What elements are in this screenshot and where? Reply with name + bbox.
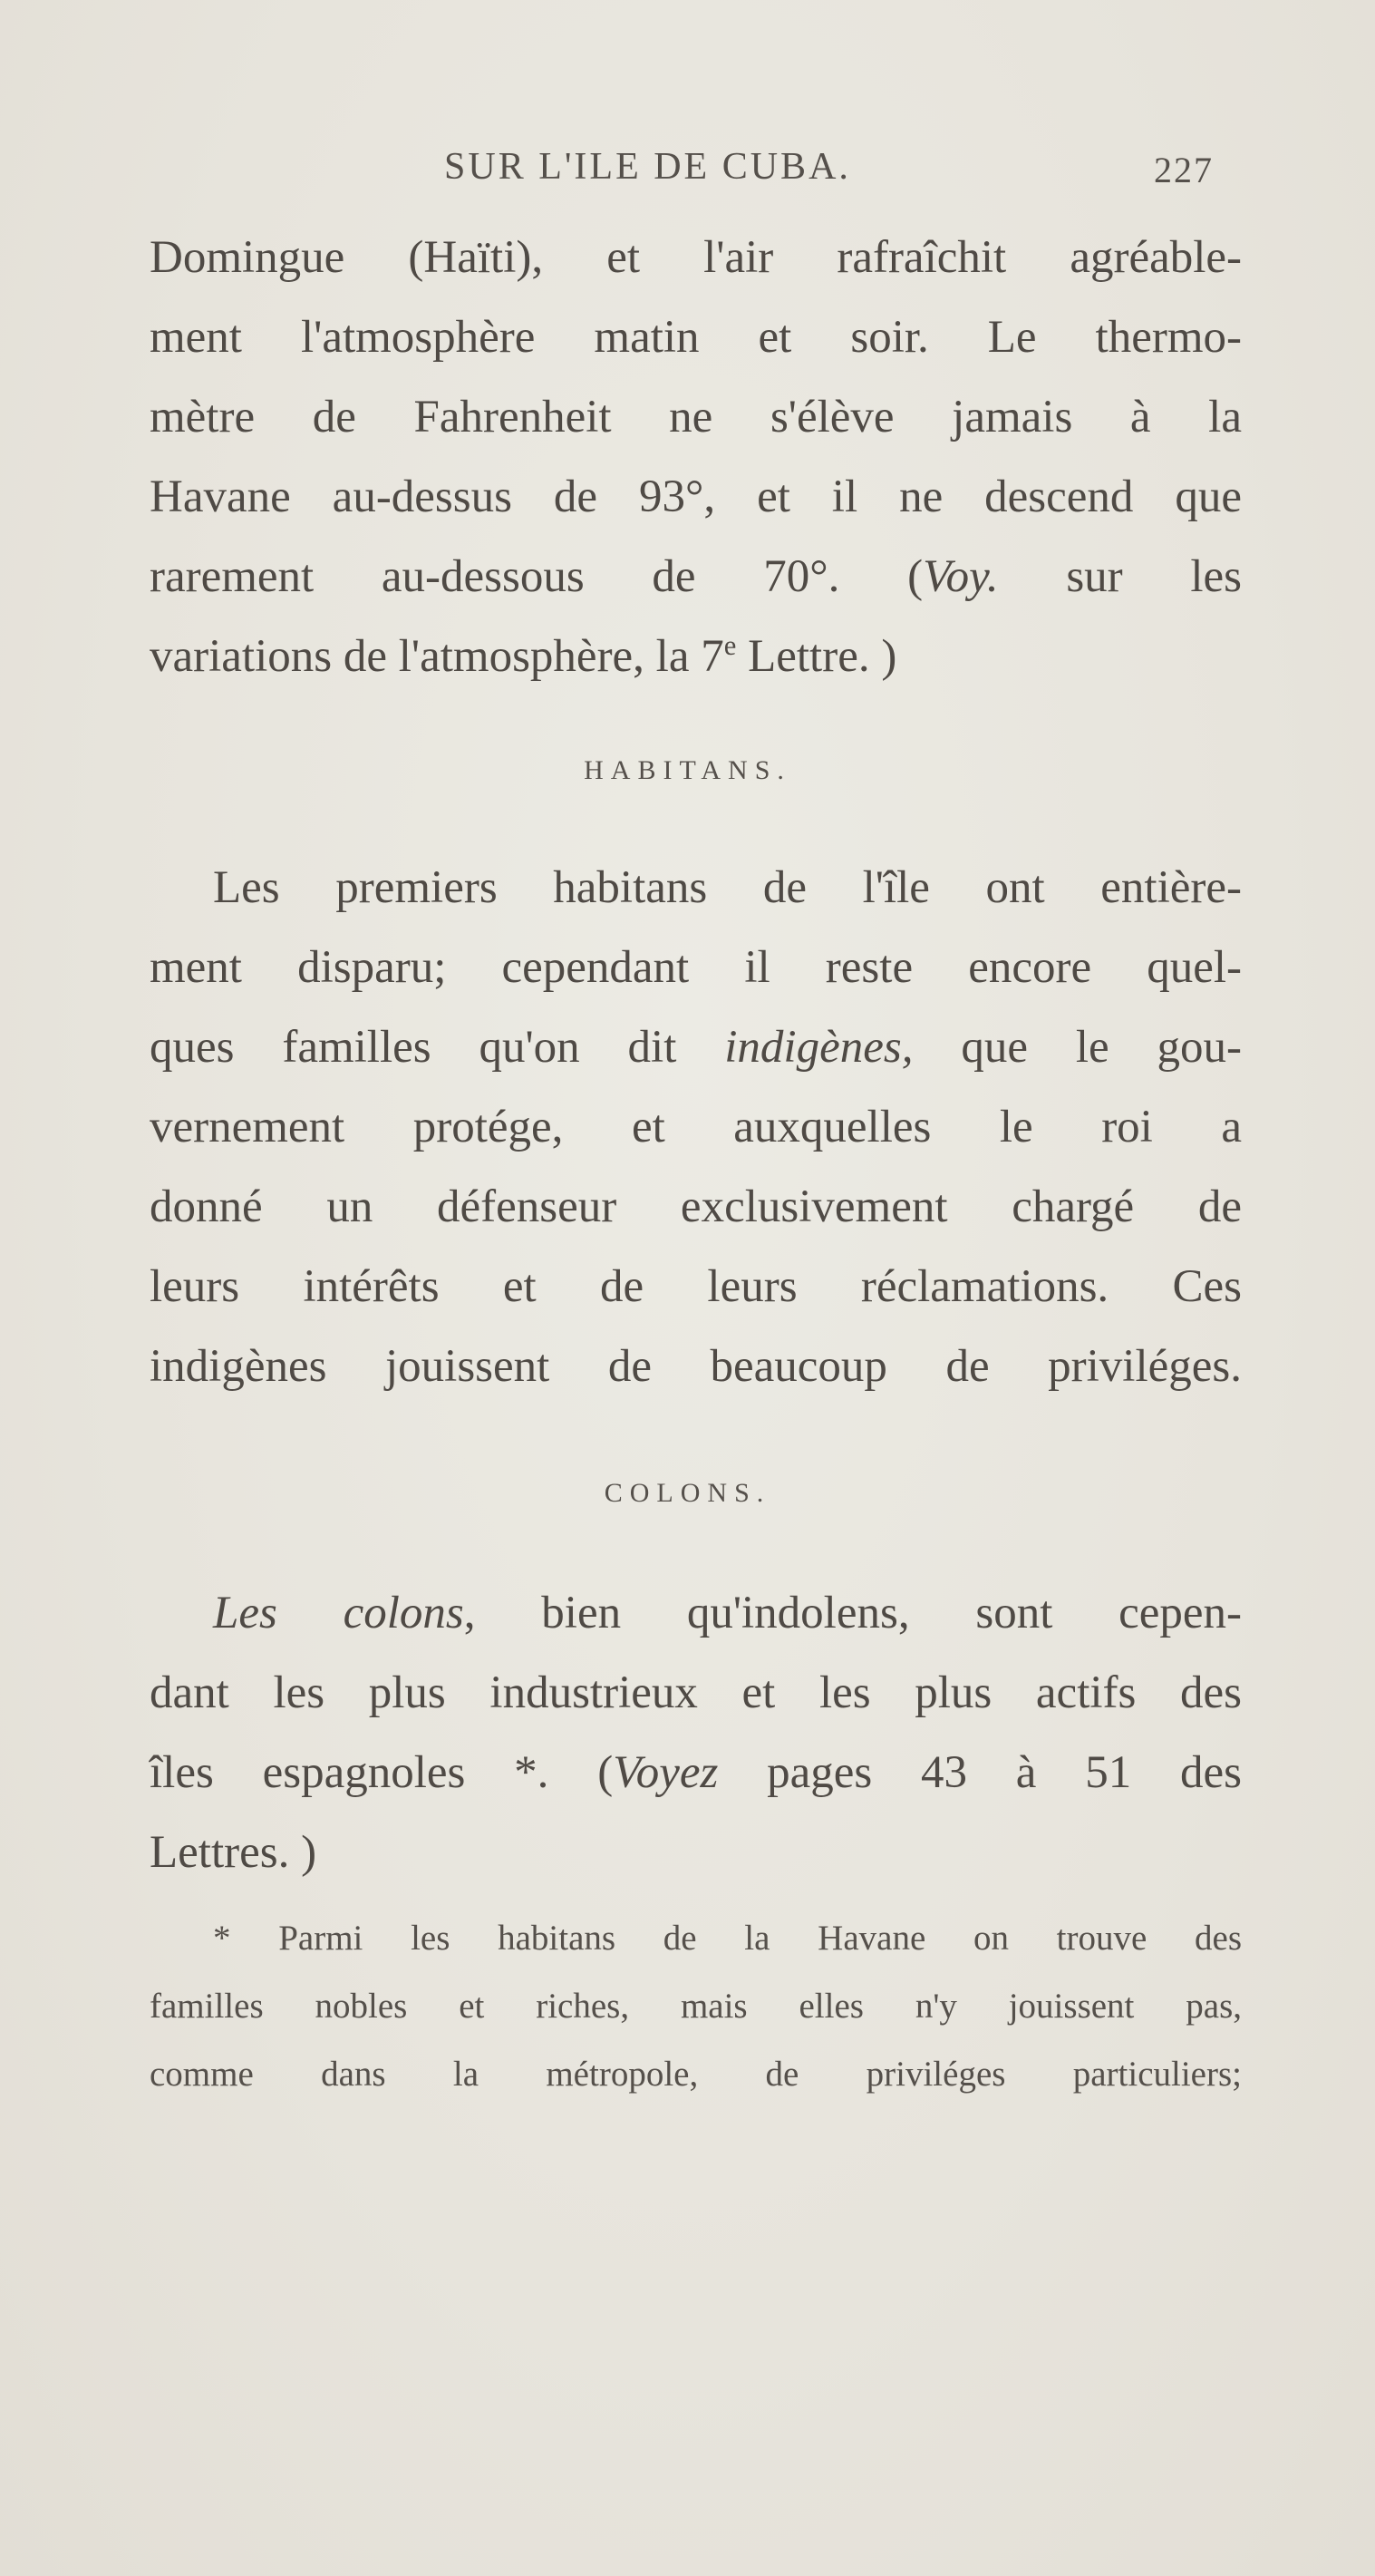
text-span: rarement au-dessous de 70°. ( bbox=[150, 551, 924, 602]
text-line bbox=[150, 1573, 1242, 1653]
text-line: leurs intérêts et de leurs réclamations. Ces bbox=[150, 1261, 1242, 1312]
text-line: Lettres. ) bbox=[150, 1827, 317, 1878]
text-line bbox=[150, 1733, 1242, 1813]
italic-reference: Voy. bbox=[923, 551, 999, 602]
text-line bbox=[150, 617, 1242, 696]
text-span: ques familles qu'on dit bbox=[150, 1022, 725, 1073]
text-line bbox=[150, 1007, 1242, 1087]
italic-term: indigènes, bbox=[724, 1022, 914, 1073]
text-line: Domingue (Haïti), et l'air rafraîchit agréable- bbox=[150, 232, 1242, 283]
text-line: dant les plus industrieux et les plus actifs des bbox=[150, 1667, 1242, 1718]
running-header bbox=[0, 145, 1375, 199]
text-span: sur les bbox=[998, 551, 1243, 602]
text-line: ment l'atmosphère matin et soir. Le thermo- bbox=[150, 312, 1242, 363]
text-line: donné un défenseur exclusivement chargé de bbox=[150, 1181, 1242, 1232]
superscript: e bbox=[723, 630, 737, 661]
section-heading-habitans: HABITANS. bbox=[584, 755, 791, 785]
footnote-line: familles nobles et riches, mais elles n'y jouissent pas, bbox=[150, 1987, 1242, 2026]
section-heading-colons: COLONS. bbox=[604, 1478, 771, 1508]
footnote-line: comme dans la métropole, de priviléges particuliers; bbox=[150, 2055, 1242, 2094]
paragraph-climate bbox=[150, 218, 1242, 696]
text-span: variations de l'atmosphère, la 7 bbox=[150, 631, 724, 682]
text-span: pages 43 à 51 des bbox=[718, 1747, 1243, 1798]
text-line: ment disparu; cependant il reste encore quel- bbox=[150, 942, 1242, 993]
paragraph-habitans bbox=[150, 848, 1242, 1406]
text-span: , bien qu'indolens, sont cepen- bbox=[463, 1588, 1243, 1638]
paragraph-colons bbox=[150, 1573, 1242, 1892]
footnote bbox=[150, 1904, 1242, 2108]
text-line: mètre de Fahrenheit ne s'élève jamais à la bbox=[150, 392, 1242, 442]
running-title: SUR L'ILE DE CUBA. bbox=[444, 146, 851, 188]
text-line: indigènes jouissent de beaucoup de priviléges. bbox=[150, 1341, 1242, 1392]
italic-term: Les colons bbox=[213, 1588, 464, 1638]
text-span: îles espagnoles *. ( bbox=[150, 1747, 614, 1798]
text-span: Lettre. ) bbox=[736, 631, 897, 682]
page-number: 227 bbox=[1154, 150, 1214, 190]
italic-reference: Voyez bbox=[613, 1747, 719, 1798]
text-line: Les premiers habitans de l'île ont entière- bbox=[213, 862, 1242, 913]
text-span: que le gou- bbox=[913, 1022, 1242, 1073]
text-line: Havane au-dessus de 93°, et il ne descend que bbox=[150, 471, 1242, 522]
text-line: vernement protége, et auxquelles le roi a bbox=[150, 1102, 1242, 1152]
text-line bbox=[150, 537, 1242, 617]
footnote-line: * Parmi les habitans de la Havane on trouve des bbox=[213, 1919, 1242, 1958]
